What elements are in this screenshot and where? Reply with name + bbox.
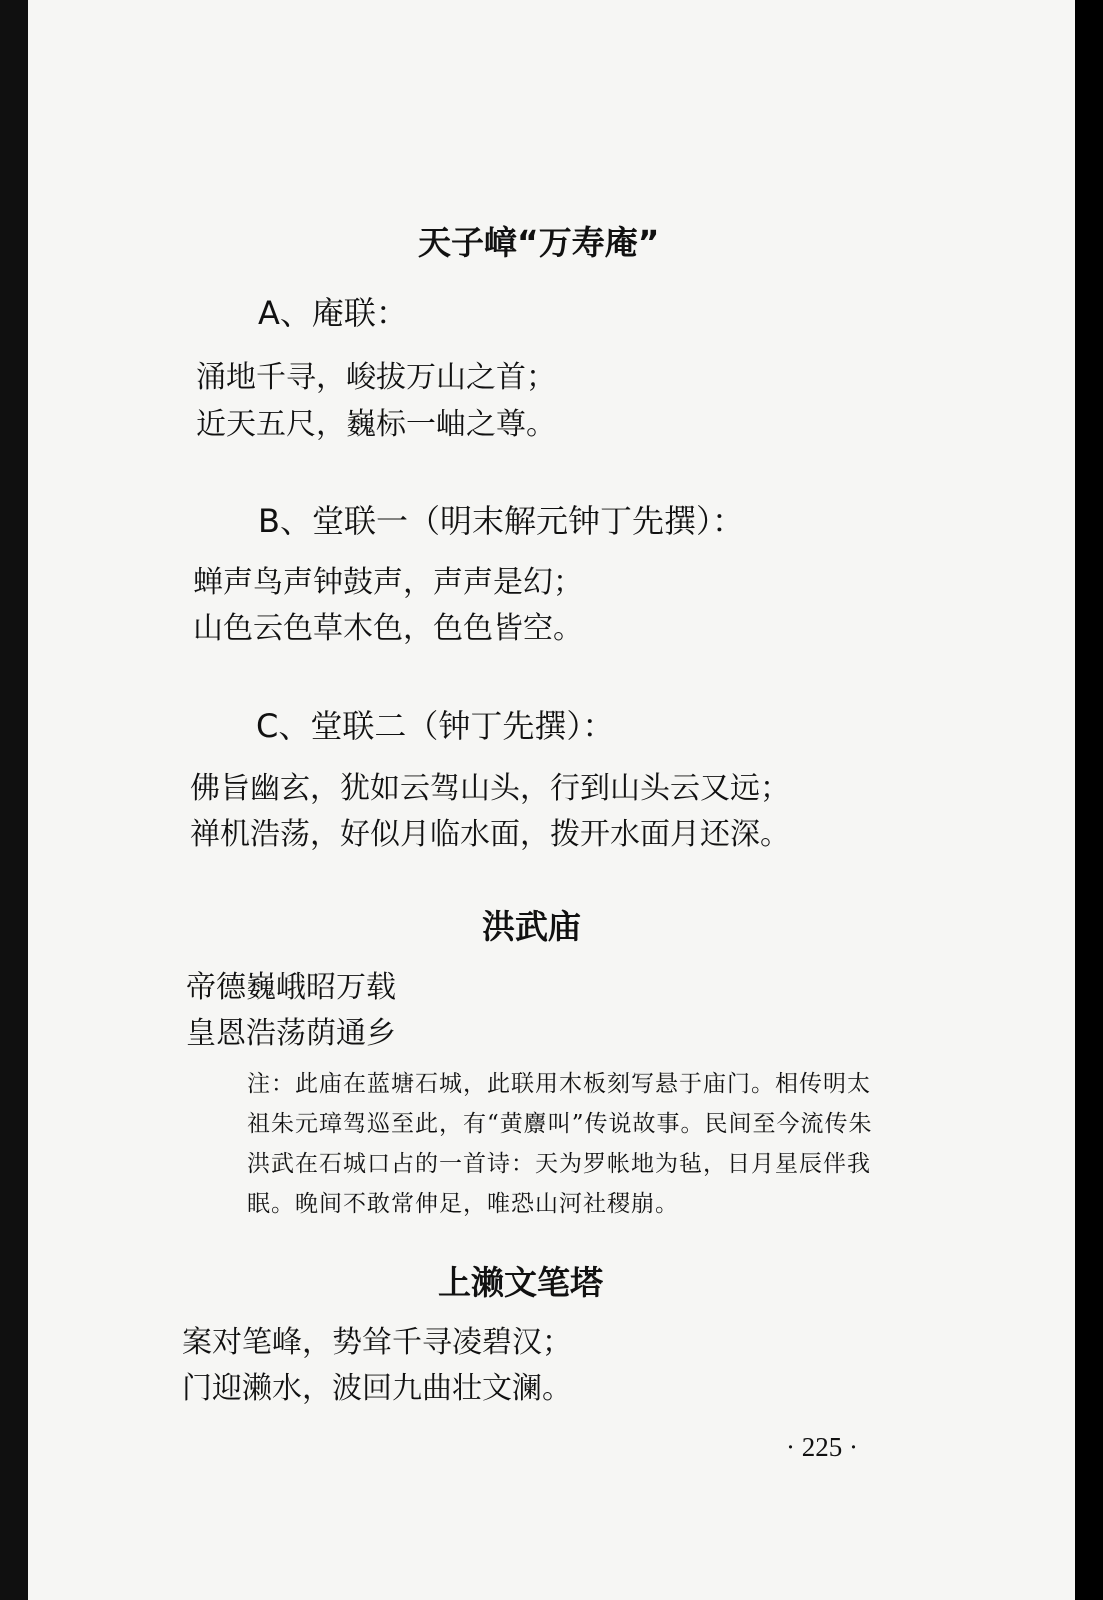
- couplet-line: 涌地千寻，峻拔万山之首；: [196, 360, 556, 395]
- couplet-line: 皇恩浩荡荫通乡: [186, 1016, 396, 1051]
- couplet-line: 近天五尺，巍标一岫之尊。: [196, 407, 556, 442]
- couplet-line: 山色云色草木色，色色皆空。: [193, 611, 583, 646]
- section-title-wanshouan: 天子嶂“万寿庵”: [418, 223, 660, 262]
- page-number: · 225 ·: [786, 1432, 858, 1462]
- subsection-label-a: A、庵联：: [258, 294, 408, 332]
- couplet-line: 佛旨幽玄，犹如云驾山头，行到山头云又远；: [190, 771, 790, 806]
- note-line: 眠。晚间不敢常伸足，唯恐山河社稷崩。: [247, 1191, 679, 1217]
- subsection-label-c: C、堂联二（钟丁先撰）：: [256, 707, 615, 745]
- note-line: 祖朱元璋驾巡至此，有“黄麖叫”传说故事。民间至今流传朱: [247, 1111, 873, 1137]
- couplet-line: 禅机浩荡，好似月临水面，拨开水面月还深。: [190, 817, 790, 852]
- couplet-line: 帝德巍峨昭万载: [186, 970, 396, 1005]
- section-title-wenbita: 上濑文笔塔: [438, 1263, 603, 1302]
- section-title-hongwumiao: 洪武庙: [482, 907, 581, 946]
- note-line: 洪武在石城口占的一首诗：天为罗帐地为毡，日月星辰伴我: [247, 1151, 871, 1177]
- couplet-line: 案对笔峰，势耸千寻凌碧汉；: [182, 1325, 572, 1360]
- subsection-label-b: B、堂联一（明末解元钟丁先撰）：: [258, 502, 744, 540]
- scan-left-edge: [0, 0, 28, 1600]
- note-line: 注：此庙在蓝塘石城，此联用木板刻写悬于庙门。相传明太: [247, 1071, 871, 1097]
- couplet-line: 门迎濑水，波回九曲壮文澜。: [182, 1371, 572, 1406]
- scan-right-edge: [1075, 0, 1103, 1600]
- couplet-line: 蝉声鸟声钟鼓声，声声是幻；: [193, 565, 583, 600]
